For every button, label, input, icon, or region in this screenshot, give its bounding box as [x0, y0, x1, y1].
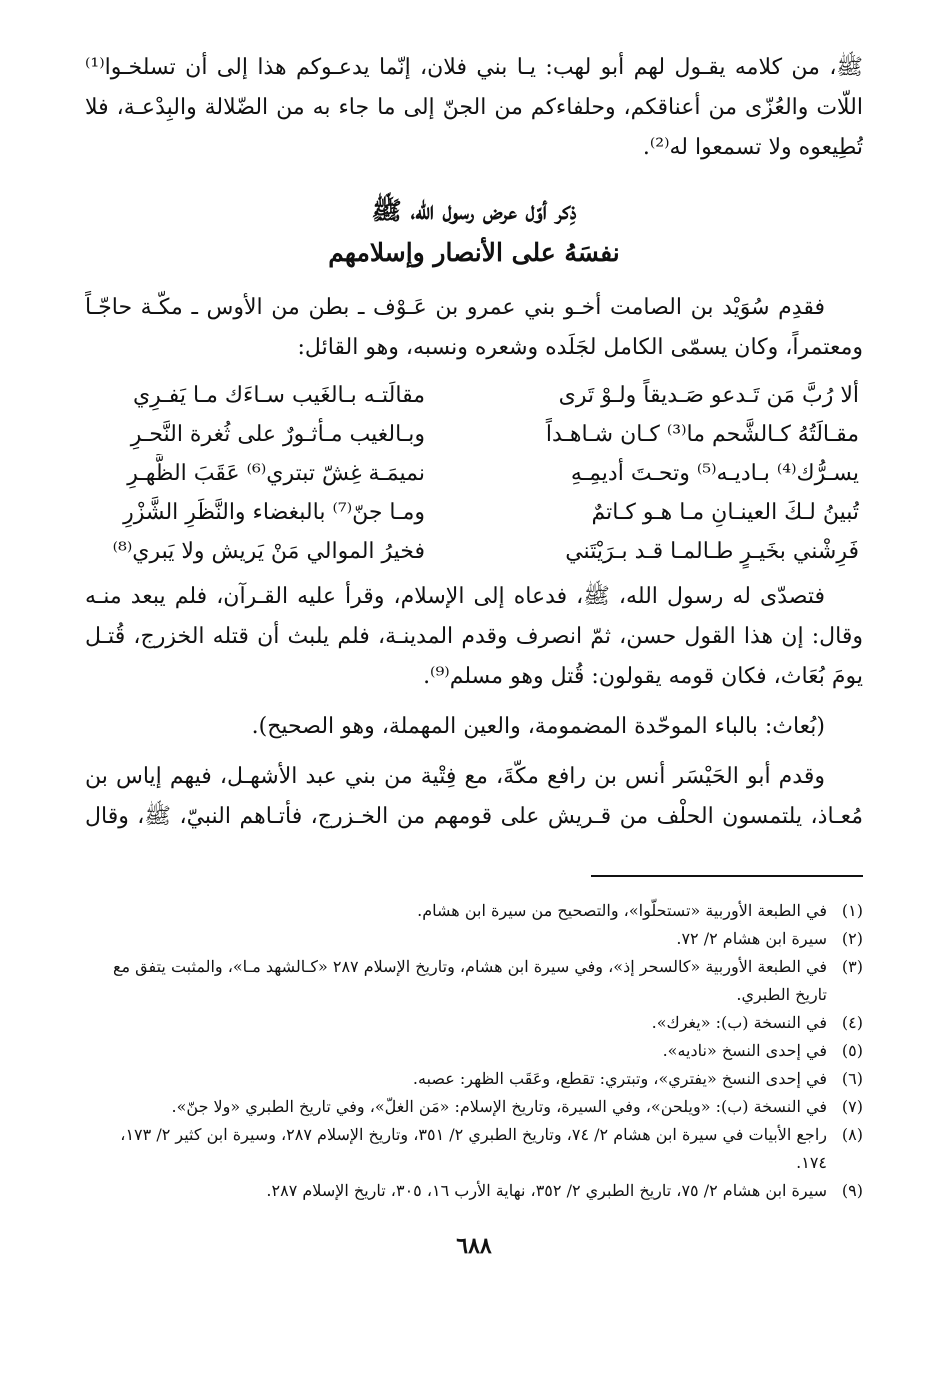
text-line: ﷺ، من كلامه يقـول لهم أبو لهب: يـا بني فلان، إنّما يدعـوكم هذا إلى أن تسلخـوا⁽¹⁾ [85, 55, 863, 80]
footnotes [85, 897, 863, 1205]
text-line: يومَ بُعَاث، فكان قومه يقولون: قُتل وهو مسلم⁽⁹⁾. [423, 664, 863, 689]
poem-first-hemistich: مقـالَتُهُ كـالشَّحم ما⁽³⁾ كـان شـاهـداً [545, 422, 859, 447]
page-number: ٦٨٨ [456, 1233, 492, 1259]
footnote-number: (٧) [841, 1097, 863, 1116]
footnote-text: سيرة ابن هشام ٢/ ٧٢. [676, 929, 827, 948]
footnote [85, 1037, 863, 1065]
footnote-number: (٦) [841, 1069, 863, 1088]
footnote-text: في إحدى النسخ «ناديه». [662, 1041, 827, 1060]
paragraph-abu-alhaysar [85, 757, 863, 837]
footnote-number: (٣) [841, 957, 863, 976]
footnote [85, 1065, 863, 1093]
footnote-text: في النسخة (ب): «يغرك». [651, 1013, 827, 1032]
footnote-text: في النسخة (ب): «ويلحن»، وفي السيرة، وتاريخ الإسلام: «مَن الغلّ»، وفي تاريخ الطبري «ولا جنّ». [171, 1097, 827, 1116]
footnote [85, 925, 863, 953]
section-heading [85, 190, 863, 274]
intro-paragraph [85, 48, 863, 168]
poem-second-hemistich: وبـالغيب مـأثـورٌ على ثُغرة النَّحـرِ [130, 422, 425, 447]
footnote-number: (٩) [841, 1181, 863, 1200]
poem-verse [85, 415, 863, 454]
poem-first-hemistich: فَرِشْني بخَيـرٍ طـالمـا قـد بـرَيْتَني [565, 539, 859, 564]
footnote [85, 1093, 863, 1121]
text-line: وقال: إن هذا القول حسن، ثمّ انصرف وقدم المدينـة، فلم يلبث أن قتله الخزرج، قُتـل [85, 624, 863, 649]
footnote [85, 1177, 863, 1205]
footnote-number: (٥) [841, 1041, 863, 1060]
text-line: اللّات والعُزّى من أعناقكم، وحلفاءكم من الجنّ إلى ما جاء به من الضّلالة والبِدْعـة، فلا [85, 95, 863, 120]
paragraph-buath-note [85, 707, 863, 747]
poem [85, 376, 863, 571]
footnote [85, 897, 863, 925]
paragraph-invitation [85, 577, 863, 697]
paragraph-suwaid [85, 288, 863, 368]
footnote-number: (٢) [841, 929, 863, 948]
poem-second-hemistich: فخيرُ الموالي مَنْ يَريش ولا يَبري⁽⁸⁾ [112, 539, 425, 564]
footnote-number: (٨) [841, 1125, 863, 1144]
footnote-text: في إحدى النسخ «يفتري»، وتبتري: تقطع، وعَقَب الظهر: عصبه. [412, 1069, 827, 1088]
poem-verse [85, 493, 863, 532]
text-line: (بُعاث: بالباء الموحّدة المضمومة، والعين المهملة، وهو الصحيح). [251, 714, 825, 739]
footnote-text: في الطبعة الأوربية «كالسحر إذ»، وفي سيرة ابن هشام، وتاريخ الإسلام ٢٨٧ «كـالشهد مـا»، والمثبت يتفق مع تاريخ الطبري. [112, 957, 827, 1004]
poem-second-hemistich: نميمَـة غِشّ تبتري⁽⁶⁾ عَقَبَ الظَّهـرِ [127, 461, 425, 486]
poem-second-hemistich: ومـا جنّ⁽⁷⁾ بالبغضاء والنَّظَرِ الشَّزْرِ [123, 500, 425, 525]
text-line: مُعـاذ، يلتمسون الحلْف من قـريش على قومهم من الخـزرج، فأتـاهم النبيّ، ﷺ، وقال [85, 804, 863, 829]
footnote-number: (٤) [841, 1013, 863, 1032]
footnote-text: راجع الأبيات في سيرة ابن هشام ٢/ ٧٤، وتاريخ الطبري ٢/ ٣٥١، وتاريخ الإسلام ٢٨٧، وسيرة ابن كثير ٢/ ١٧٣، ١٧٤. [120, 1125, 827, 1172]
footnote-text: في الطبعة الأوربية «تستحلّوا»، والتصحيح من سيرة ابن هشام. [417, 901, 827, 920]
heading-line-1: ذِكر أوّل عرض رسول الله، ﷺ [371, 196, 577, 225]
text-line: ومعتمراً، وكان يسمّى الكامل لجَلَده وشعره ونسبه، وهو القائل: [297, 335, 863, 360]
text-line: فتصدّى له رسول الله، ﷺ، فدعاه إلى الإسلام، وقرأ عليه القـرآن، فلم يبعد منـه [85, 584, 825, 609]
poem-verse [85, 532, 863, 571]
text-line: فقدِم سُوَيْد بن الصامت أخـو بني عمرو بن عَـوْف ـ بطن من الأوس ـ مكّـة حاجّـاً [85, 295, 825, 320]
footnote [85, 953, 863, 1009]
footnote-divider [591, 875, 863, 877]
footnote [85, 1009, 863, 1037]
text-line: تُطِيعوه ولا تسمعوا له⁽²⁾. [642, 135, 863, 160]
poem-verse [85, 454, 863, 493]
footnote [85, 1121, 863, 1177]
poem-first-hemistich: تُبينُ لـكَ العينـانِ مـا هـو كـاتمٌ [591, 500, 859, 525]
footnote-number: (١) [841, 901, 863, 920]
text-line: وقدم أبو الحَيْسَر أنس بن رافع مكّةَ، مع فِتْية من بني عبد الأشهـل، فيهم إياس بن [85, 764, 825, 789]
book-page [85, 48, 863, 1259]
poem-second-hemistich: مقالَتـه بـالغَيب سـاءَك مـا يَفـرِي [132, 383, 425, 408]
footnote-text: سيرة ابن هشام ٢/ ٧٥، تاريخ الطبري ٢/ ٣٥٢، نهاية الأرب ١٦، ٣٠٥، تاريخ الإسلام ٢٨٧. [266, 1181, 827, 1200]
poem-verse [85, 376, 863, 415]
poem-first-hemistich: ألا رُبَّ مَن تَـدعو صَـديقاً ولـوْ تَرى [558, 383, 859, 408]
heading-line-2: نفسَهُ على الأنصار وإسلامهم [328, 238, 620, 267]
poem-first-hemistich: يسـرُّك⁽⁴⁾ بـاديـه⁽⁵⁾ وتحـتَ أديمِـهِ [570, 461, 859, 486]
